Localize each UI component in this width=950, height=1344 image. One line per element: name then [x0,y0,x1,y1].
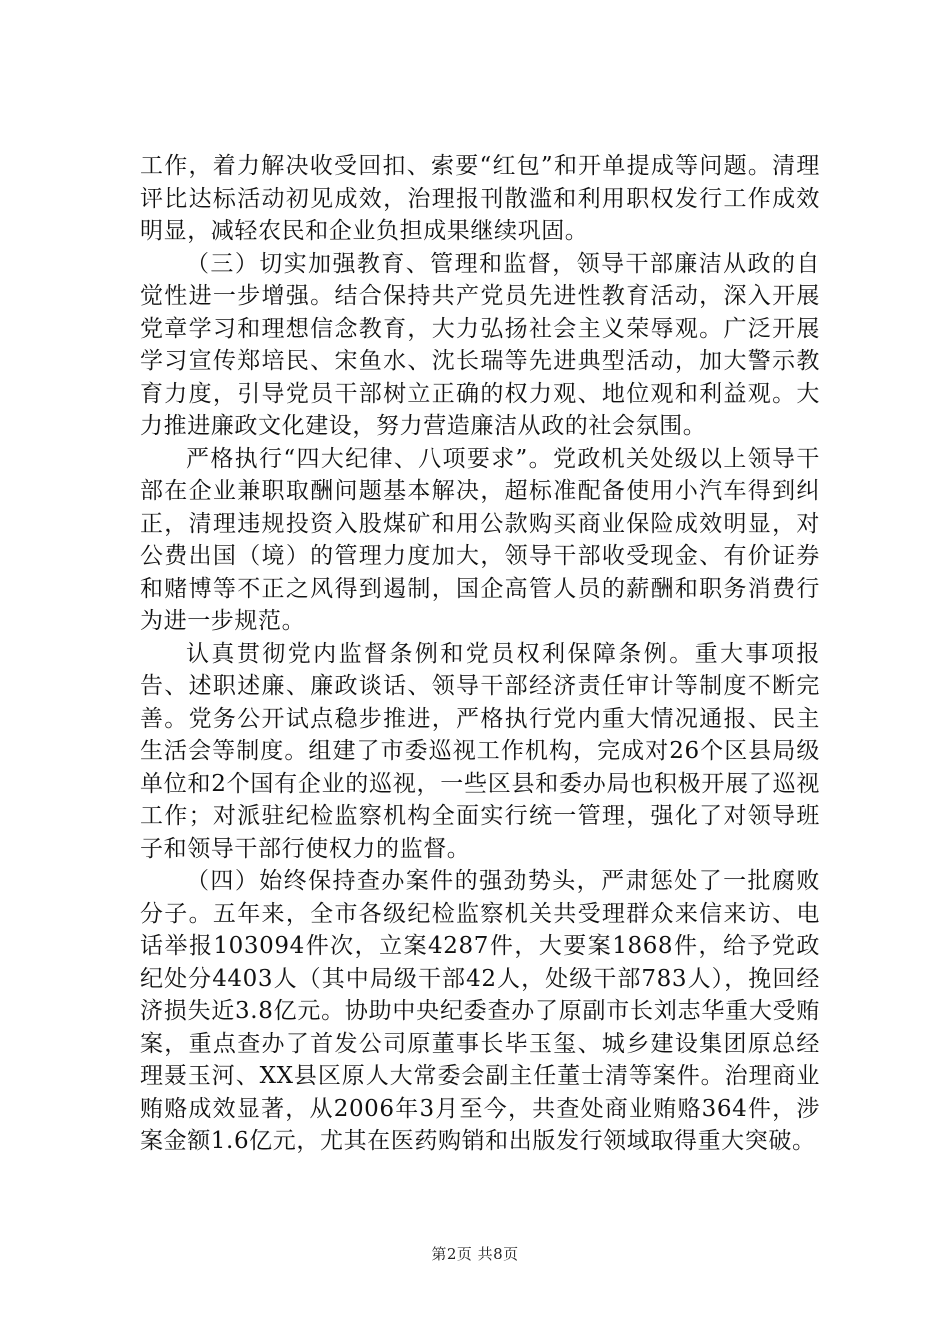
page-footer: 第2页 共8页 [431,1245,519,1263]
paragraph-supervision: 认真贯彻党内监督条例和党员权利保障条例。重大事项报告、述职述廉、廉政谈话、领导干部经济责任审计等制度不断完善。党务公开试点稳步推进，严格执行党内重大情况通报、民主生活会等制度。组建了市委巡视工作机构，完成对26个区县局级单位和2个国有企业的巡视，一些区县和委办局也积极开展了巡视工作；对派驻纪检监察机构全面实行统一管理，强化了对领导班子和领导干部行使权力的监督。 [140,640,820,862]
paragraph-section-three: （三）切实加强教育、管理和监督，领导干部廉洁从政的自觉性进一步增强。结合保持共产党员先进性教育活动，深入开展党章学习和理想信念教育，大力弘扬社会主义荣辱观。广泛开展学习宣传郑培民、宋鱼水、沈长瑞等先进典型活动，加大警示教育力度，引导党员干部树立正确的权力观、地位观和利益观。大力推进廉政文化建设，努力营造廉洁从政的社会氛围。 [140,250,820,439]
document-body [140,150,820,1158]
paragraph-continuation: 工作，着力解决收受回扣、索要“红包”和开单提成等问题。清理评比达标活动初见成效，治理报刊散滥和利用职权发行工作成效明显，减轻农民和企业负担成果继续巩固。 [140,153,820,244]
paragraph-section-four: （四）始终保持查办案件的强劲势头，严肃惩处了一批腐败分子。五年来，全市各级纪检监察机关共受理群众来信来访、电话举报103094件次，立案4287件，大要案1868件，给予党政纪处分4403人（其中局级干部42人，处级干部783人），挽回经济损失近3.8亿元。协助中央纪委查办了原副市长刘志华重大受贿案，重点查办了首发公司原董事长毕玉玺、城乡建设集团原总经理聂玉河、XX县区原人大常委会副主任董士清等案件。治理商业贿赂成效显著，从2006年3月至今，共查处商业贿赂364件，涉案金额1.6亿元，尤其在医药购销和出版发行领域取得重大突破。 [140,868,820,1154]
paragraph-discipline: 严格执行“四大纪律、八项要求”。党政机关处级以上领导干部在企业兼职取酬问题基本解决，超标准配备使用小汽车得到纠正，清理违规投资入股煤矿和用公款购买商业保险成效明显，对公费出国（境）的管理力度加大，领导干部收受现金、有价证券和赌博等不正之风得到遏制，国企高管人员的薪酬和职务消费行为进一步规范。 [140,445,820,634]
